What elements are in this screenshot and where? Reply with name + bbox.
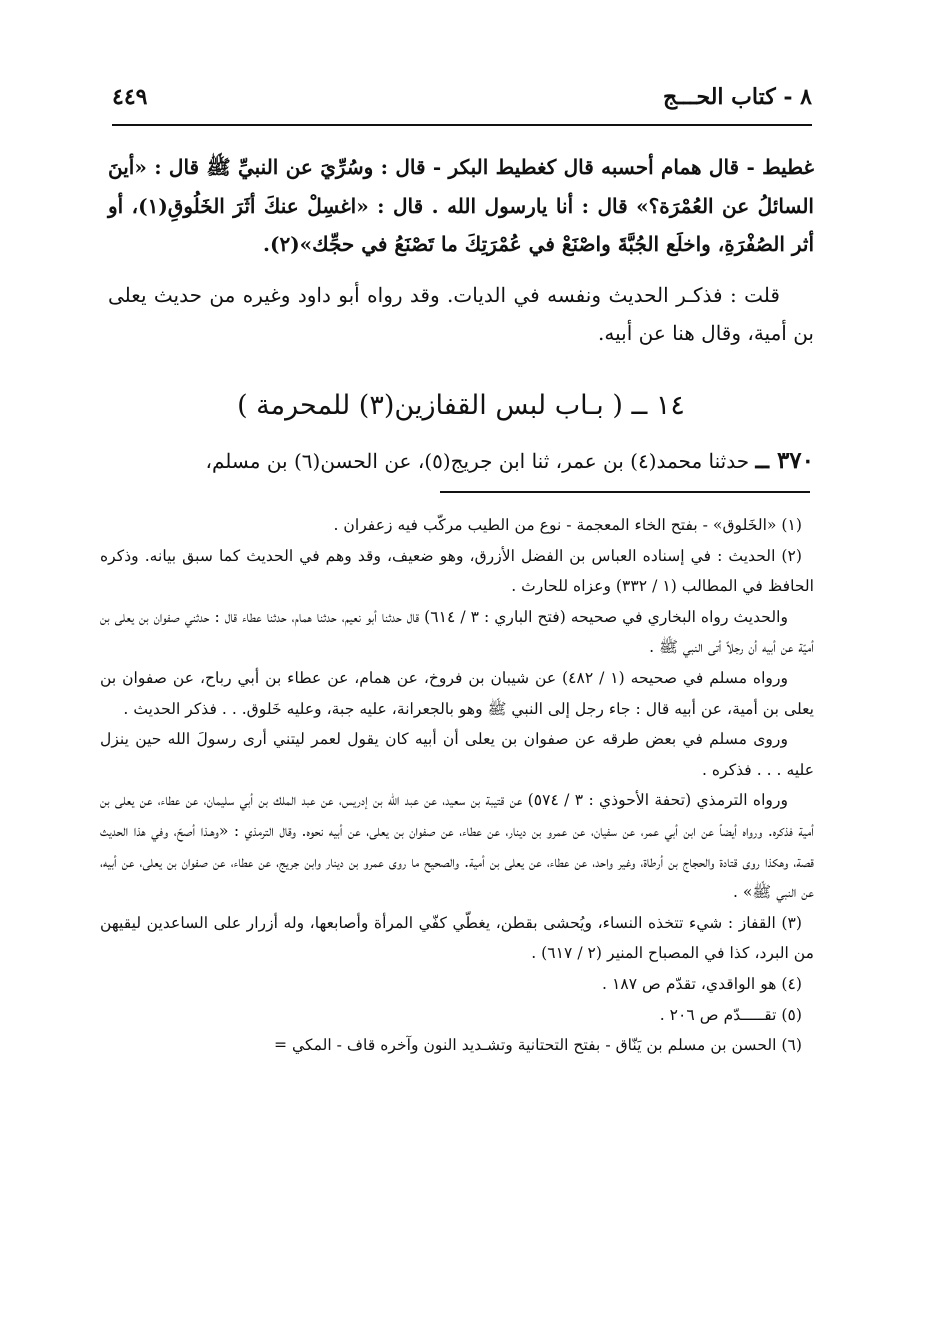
main-text <box>108 148 814 353</box>
hadith-text: حدثنا محمد(٤) بن عمر، ثنا ابن جريج(٥)، عن الحسن(٦) بن مسلم، <box>205 449 750 473</box>
footnote-2-tirmidhi: ورواه الترمذي (تحفة الأحوذي : ٣ / ٥٧٤) عن قتيبة بن سعيد، عن عبد الله بن إدريس، عن عبد الملك بن أبي سليمان، عن عطاء، عن يعلى بن أمية فذكره. ورواه أيضاً عن ابن أبي عمر، عن سفيان، عن عمرو بن دينار، عن عطاء، عن صفوان بن يعلى، عن أبيه نحوه. وقال الترمذي : «وهـذا أصحّ، وفي هذا الحديث قصة، وهكذا روى قتادة والحجاج بن أرطاة، وغير واحد، عن عطاء، عن يعلى بن أمية. والصحيح ما روى عمرو بن دينار وابن جريج، عن عطاء، عن صفوان بن يعلى، عن أبيه، عن النبي ﷺ» . <box>100 791 814 902</box>
footnote-4: (٤) هو الواقدي، تقدّم ص ١٨٧ . <box>602 974 802 993</box>
footnote-2-bukhari: والحديث رواه البخاري في صحيحه (فتح الباري : ٣ / ٦١٤) قال حدثنا أبو نعيم، حدثنا همام، حدثنا عطاء قال : حدثني صفوان بن يعلى بن أميّة عن أبيه أن رجلاً أتى النبي ﷺ . <box>100 607 814 657</box>
footnote-6: (٦) الحسن بن مسلم بن يَنّاق - بفتح التحتانية وتشـديد النون وآخره قاف - المكي = <box>273 1036 802 1055</box>
footnotes <box>100 510 814 1061</box>
hadith-line <box>108 442 814 480</box>
footnote-2: (٢) الحديث : في إسناده العباس بن الفضل الأزرق، وهو ضعيف، وقد وهم في الحديث كما سبق بيانه. وذكره الحافظ في المطالب (١ / ٣٣٢) وعزاه للحارث . <box>100 546 814 596</box>
footnote-2-muslim: ورواه مسلم في صحيحه (١ / ٤٨٢) عن شيبان بن فروخ، عن همام، عن عطاء بن أبي رباح، عن صفوان بن يعلى بن أمية، عن أبيه قال : جاء رجل إلى النبي ﷺ وهو بالجعرانة، عليه جبة، وعليه خَلوق. . . فذكر الحديث . <box>100 668 814 718</box>
footnote-divider <box>440 491 810 493</box>
main-paragraph-2: قلت : فذكـر الحديث ونفسه في الديات. وقد رواه أبو داود وغيره من حديث يعلى بن أمية، وقال هنا عن أبيه. <box>108 282 814 345</box>
hadith-number: ٣٧٠ ــ <box>755 447 814 474</box>
footnote-3: (٣) القفاز : شيء تتخذه النساء، ويُحشى بقطن، يغطّي كفّي المرأة وأصابعها، وله أزرار على الساعدين ليقيهن من البرد، كذا في المصباح المنير (٢ / ٦١٧) . <box>100 913 814 963</box>
main-paragraph-1: غطيط - قال همام أحسبه قال كغطيط البكر - قال : وسُرِّيَ عن النبيِّ ﷺ قال : «أينَ السائلُ عن العُمْرَة؟» قال : أنا يارسول الله . قال : «اغسِلْ عنكَ أثَرَ الخَلُوقِ(١)، أو أثر الصُفْرَةِ، واخلَع الجُبَّةَ واصْنَعْ في عُمْرَتِكَ ما تَصْنَعُ في حجِّك»(٢). <box>108 155 814 256</box>
chapter-title: ٨ - كتاب الحـــج <box>662 84 812 110</box>
section-heading: ١٤ ــ ( بـاب لبس القفازين(٣) للمحرمة ) <box>237 390 685 421</box>
footnote-2-muslim-other: وروى مسلم في بعض طرقه عن صفوان بن يعلى أن أبيه كان يقول لعمر ليتني أرى رسولَ الله حين ينزل عليه . . . فذكره . <box>100 730 814 779</box>
footnote-1: (١) «الخَلوق» - بفتح الخاء المعجمة - نوع من الطيب مركّب فيه زعفران . <box>333 516 802 534</box>
page-number: ٤٤٩ <box>112 84 148 110</box>
header-divider <box>112 124 812 126</box>
page-header <box>112 84 812 118</box>
footnote-5: (٥) تقـــــدّم ص ٢٠٦ . <box>659 1005 802 1024</box>
